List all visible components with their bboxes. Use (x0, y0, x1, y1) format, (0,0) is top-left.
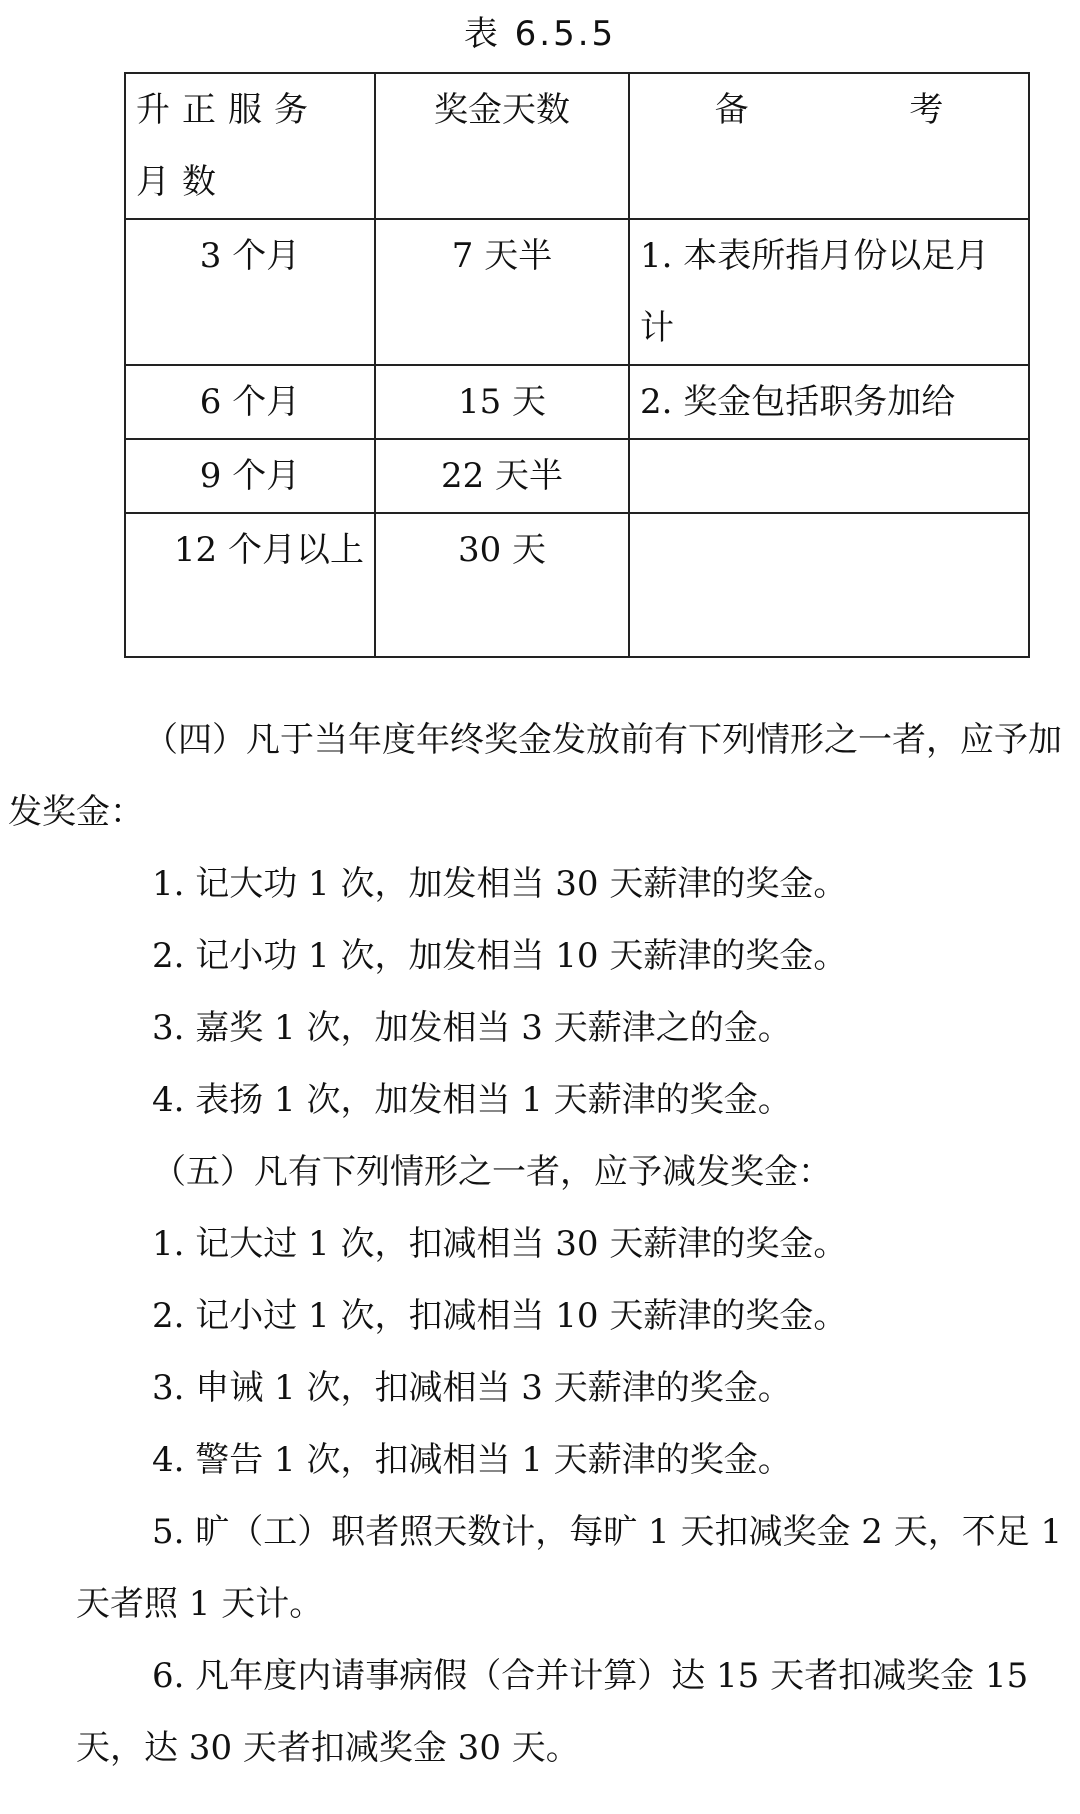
cell-days: 15 天 (375, 365, 629, 439)
section-four-intro: （四）凡于当年度年终奖金发放前有下列情形之一者，应予加发奖金： (8, 720, 1062, 832)
header-notes: 备 考 (629, 73, 1029, 219)
cell-days: 22 天半 (375, 439, 629, 513)
table-header-row (125, 73, 1029, 219)
list-item: 1. 记大功 1 次，加发相当 30 天薪津的奖金。 (152, 864, 848, 904)
bonus-table (124, 72, 1030, 658)
list-item-continuation: 天，达 30 天者扣减奖金 30 天。 (76, 1728, 580, 1768)
list-item: 1. 记大过 1 次，扣减相当 30 天薪津的奖金。 (152, 1224, 848, 1264)
list-item: 4. 表扬 1 次，加发相当 1 天薪津的奖金。 (152, 1080, 792, 1120)
cell-days: 30 天 (375, 513, 629, 657)
table-row (125, 439, 1029, 513)
cell-note (629, 513, 1029, 657)
header-months: 升正服务月数 (125, 73, 375, 219)
cell-months: 12 个月以上 (125, 513, 375, 657)
cell-months: 3 个月 (125, 219, 375, 365)
cell-note (629, 439, 1029, 513)
list-item-continuation: 天者照 1 天计。 (76, 1584, 324, 1624)
list-item: 2. 记小功 1 次，加发相当 10 天薪津的奖金。 (152, 936, 848, 976)
list-item-line: 6. 凡年度内请事病假（合并计算）达 15 天者扣减奖金 15 (152, 1656, 1029, 1696)
list-item: 2. 记小过 1 次，扣减相当 10 天薪津的奖金。 (152, 1296, 848, 1336)
list-item: 3. 申诫 1 次，扣减相当 3 天薪津的奖金。 (152, 1368, 792, 1408)
cell-note: 1. 本表所指月份以足月计 (629, 219, 1029, 365)
table-row (125, 365, 1029, 439)
list-item: 3. 嘉奖 1 次，加发相当 3 天薪津之的金。 (152, 1008, 792, 1048)
table-row (125, 219, 1029, 365)
table-row (125, 513, 1029, 657)
header-days: 奖金天数 (375, 73, 629, 219)
body-text (8, 704, 1070, 1784)
table-title: 表 6.5.5 (463, 14, 617, 54)
cell-note: 2. 奖金包括职务加给 (629, 365, 1029, 439)
list-item: 4. 警告 1 次，扣减相当 1 天薪津的奖金。 (152, 1440, 792, 1480)
cell-months: 6 个月 (125, 365, 375, 439)
section-five-intro: （五）凡有下列情形之一者，应予减发奖金： (152, 1152, 832, 1192)
cell-days: 7 天半 (375, 219, 629, 365)
list-item-line: 5. 旷（工）职者照天数计，每旷 1 天扣减奖金 2 天，不足 1 (152, 1512, 1063, 1552)
cell-months: 9 个月 (125, 439, 375, 513)
